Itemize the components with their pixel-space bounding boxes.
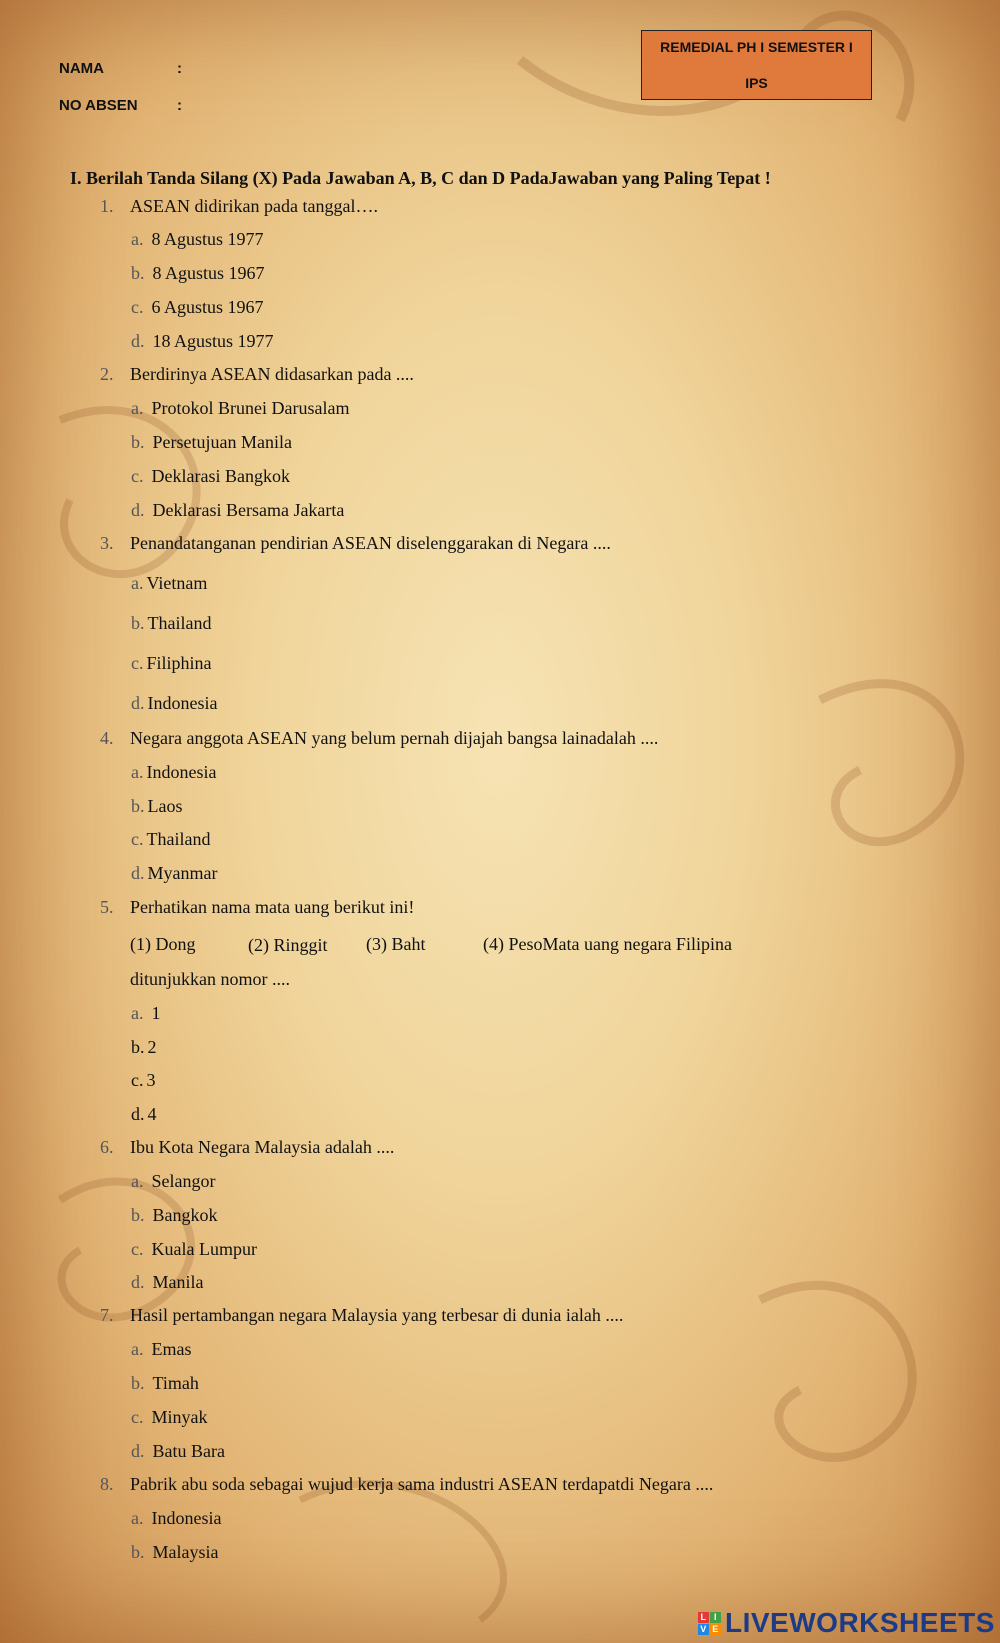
logo-text: LIVEWORKSHEETS <box>725 1607 995 1638</box>
q7-option-a[interactable] <box>131 1339 192 1360</box>
option-text: 6 Agustus 1967 <box>151 297 264 317</box>
no-absen-label: NO ABSEN <box>59 97 138 114</box>
q6-option-c[interactable] <box>131 1239 257 1260</box>
q5-option-c[interactable] <box>131 1070 156 1091</box>
q7-option-b[interactable] <box>131 1373 199 1394</box>
logo-tile: L <box>698 1612 709 1623</box>
q4-option-d[interactable] <box>131 863 217 884</box>
option-text: Indonesia <box>147 693 218 713</box>
option-text: Myanmar <box>147 863 218 883</box>
question-text: ASEAN didirikan pada tanggal…. <box>130 196 378 216</box>
question-number: 4. <box>100 728 114 748</box>
q2-option-b[interactable] <box>131 432 292 453</box>
option-letter: a. <box>131 229 144 249</box>
question-text: Negara anggota ASEAN yang belum pernah dijajah bangsa lainadalah .... <box>130 728 659 748</box>
option-text: Bangkok <box>152 1205 218 1225</box>
no-absen-colon: : <box>177 97 182 114</box>
option-text: 4 <box>147 1104 157 1124</box>
header-box-subject: IPS <box>745 75 768 91</box>
option-letter: a. <box>131 1339 144 1359</box>
option-text: Indonesia <box>151 1508 222 1528</box>
option-text: Deklarasi Bersama Jakarta <box>152 500 345 520</box>
remedial-header-box <box>641 30 872 100</box>
option-text: Minyak <box>151 1407 208 1427</box>
q4-option-a[interactable] <box>131 762 216 783</box>
option-text: Selangor <box>151 1171 216 1191</box>
q1-option-a[interactable] <box>131 229 264 250</box>
q2-option-a[interactable] <box>131 398 349 419</box>
question-number: 2. <box>100 364 114 384</box>
q5-option-a[interactable] <box>131 1003 161 1024</box>
option-letter: c. <box>131 1407 144 1427</box>
option-letter: a. <box>131 1171 144 1191</box>
question-text: Berdirinya ASEAN didasarkan pada .... <box>130 364 414 384</box>
option-text: 1 <box>151 1003 161 1023</box>
question-number: 6. <box>100 1137 114 1157</box>
option-text: Filiphina <box>146 653 212 673</box>
logo-tile: I <box>710 1612 721 1623</box>
option-letter: c. <box>131 829 144 849</box>
liveworksheets-logo-icon <box>698 1612 721 1635</box>
question-text: Perhatikan nama mata uang berikut ini! <box>130 897 415 917</box>
option-letter: b. <box>131 796 145 816</box>
option-letter: c. <box>131 297 144 317</box>
q1-option-c[interactable] <box>131 297 264 318</box>
option-letter: d. <box>131 1272 145 1292</box>
no-absen-field <box>59 97 182 114</box>
header-box-title: REMEDIAL PH I SEMESTER I <box>660 39 853 55</box>
option-letter: b. <box>131 263 145 283</box>
q4-option-b[interactable] <box>131 796 183 817</box>
q6-option-a[interactable] <box>131 1171 215 1192</box>
option-letter: b. <box>131 1205 145 1225</box>
option-letter: d. <box>131 863 145 883</box>
liveworksheets-logo[interactable] <box>698 1607 995 1639</box>
logo-tile: V <box>698 1624 709 1635</box>
option-text: Malaysia <box>152 1542 219 1562</box>
option-letter: d. <box>131 1441 145 1461</box>
option-letter: d. <box>131 693 145 713</box>
q3-option-b[interactable] <box>131 613 211 634</box>
q7-option-c[interactable] <box>131 1407 208 1428</box>
currency-3: (3) Baht <box>366 934 426 954</box>
q3-option-a[interactable] <box>131 573 207 594</box>
currency-4: (4) PesoMata uang negara Filipina <box>483 934 732 954</box>
q5-option-b[interactable] <box>131 1037 157 1058</box>
logo-tile: E <box>710 1624 721 1635</box>
q6-option-d[interactable] <box>131 1272 204 1293</box>
currency-1: (1) Dong <box>130 934 196 954</box>
q3-option-d[interactable] <box>131 693 217 714</box>
option-text: Batu Bara <box>152 1441 225 1461</box>
q3-option-c[interactable] <box>131 653 212 674</box>
option-text: Vietnam <box>146 573 208 593</box>
option-letter: b. <box>131 1037 145 1057</box>
q6-option-b[interactable] <box>131 1205 218 1226</box>
option-text: Deklarasi Bangkok <box>151 466 290 486</box>
option-text: Persetujuan Manila <box>152 432 292 452</box>
currency-2: (2) Ringgit <box>248 935 328 955</box>
option-letter: d. <box>131 1104 145 1124</box>
q8-option-b[interactable] <box>131 1542 218 1563</box>
option-text: Indonesia <box>146 762 217 782</box>
option-letter: c. <box>131 1070 144 1090</box>
question-5-continuation: ditunjukkan nomor .... <box>130 969 290 989</box>
option-letter: b. <box>131 1373 145 1393</box>
option-letter: a. <box>131 1003 144 1023</box>
q8-option-a[interactable] <box>131 1508 221 1529</box>
q2-option-d[interactable] <box>131 500 344 521</box>
q7-option-d[interactable] <box>131 1441 225 1462</box>
option-letter: a. <box>131 1508 144 1528</box>
question-number: 1. <box>100 196 114 216</box>
option-letter: c. <box>131 653 144 673</box>
option-text: Protokol Brunei Darusalam <box>151 398 350 418</box>
option-text: Timah <box>152 1373 199 1393</box>
instruction-heading: I. Berilah Tanda Silang (X) Pada Jawaban A, B, C dan D PadaJawaban yang Paling Tepat ! <box>70 168 771 188</box>
option-letter: b. <box>131 613 145 633</box>
nama-field <box>59 60 182 77</box>
option-letter: b. <box>131 432 145 452</box>
option-letter: a. <box>131 762 144 782</box>
option-text: 8 Agustus 1967 <box>152 263 265 283</box>
q2-option-c[interactable] <box>131 466 290 487</box>
nama-label: NAMA <box>59 60 104 77</box>
option-letter: d. <box>131 500 145 520</box>
q5-option-d[interactable] <box>131 1104 157 1125</box>
option-letter: d. <box>131 331 145 351</box>
option-text: 18 Agustus 1977 <box>152 331 274 351</box>
option-letter: c. <box>131 1239 144 1259</box>
option-text: Thailand <box>146 829 211 849</box>
question-text: Penandatanganan pendirian ASEAN diselenggarakan di Negara .... <box>130 533 611 553</box>
question-text: Ibu Kota Negara Malaysia adalah .... <box>130 1137 395 1157</box>
option-letter: c. <box>131 466 144 486</box>
option-letter: a. <box>131 573 144 593</box>
option-text: Kuala Lumpur <box>151 1239 257 1259</box>
question-number: 8. <box>100 1474 114 1494</box>
option-letter: b. <box>131 1542 145 1562</box>
question-number: 7. <box>100 1305 114 1325</box>
option-text: Laos <box>147 796 183 816</box>
nama-colon: : <box>177 60 182 77</box>
q4-option-c[interactable] <box>131 829 210 850</box>
q1-option-d[interactable] <box>131 331 274 352</box>
option-text: 3 <box>146 1070 156 1090</box>
q1-option-b[interactable] <box>131 263 265 284</box>
option-text: Thailand <box>147 613 212 633</box>
option-text: 2 <box>147 1037 157 1057</box>
question-number: 5. <box>100 897 114 917</box>
option-text: Manila <box>152 1272 204 1292</box>
question-number: 3. <box>100 533 114 553</box>
option-text: 8 Agustus 1977 <box>151 229 264 249</box>
option-text: Emas <box>151 1339 192 1359</box>
option-letter: a. <box>131 398 144 418</box>
question-text: Pabrik abu soda sebagai wujud kerja sama industri ASEAN terdapatdi Negara .... <box>130 1474 714 1494</box>
question-text: Hasil pertambangan negara Malaysia yang terbesar di dunia ialah .... <box>130 1305 624 1325</box>
